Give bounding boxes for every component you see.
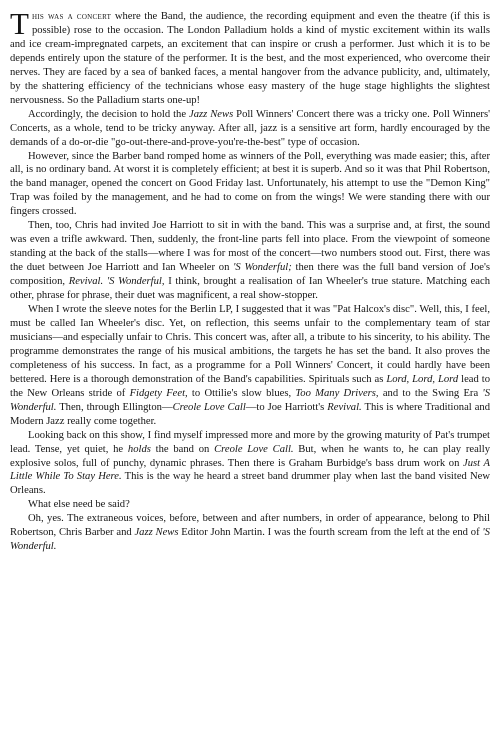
italic-title: 'S Wonderful.: [10, 387, 490, 413]
paragraph-looking-back: [10, 429, 490, 499]
paragraph-text: Then, too, Chris had invited Joe Harriott to sit in with the band. This was a surprise and, at first, the sound was even a trifle awkward. Then, suddenly, the front-line parts fell into place. From the viewpoint of someone standing at the back of the stalls—where I was for most of the concert—two numbers stood out. First, there was the duet between Joe Harriott and Ian Wheeler on: [10, 220, 490, 274]
paragraph-text: Editor John Martin. I was the fourth scream from the left at the end of: [178, 527, 483, 539]
italic-title: Lord, Lord, Lord: [386, 373, 459, 385]
paragraph-text: Accordingly, the decision to hold the: [28, 108, 190, 120]
italic-title: Revival. 'S Wonderful,: [68, 276, 165, 288]
paragraph-text: lead to the New Orleans stride of: [10, 373, 490, 399]
paragraph-text: and to the Swing Era: [378, 387, 483, 399]
italic-title: Jazz News: [189, 108, 234, 120]
paragraph-barber-band: However, since the Barber band romped home as winners of the Poll, everything was made easier; this, after all, is no ordinary band. At worst it is completely efficient; at best it is superb. And so it was that Phil Robertson, the band manager, opened the concert on Good Friday last. Unfortunately, his attempt to use the "Demon King" Trap was foiled by the management, and he had to come on from the wings! We were standing there with our fingers crossed.: [10, 150, 490, 218]
italic-title: Fidgety Feet,: [129, 387, 188, 399]
italic-title: Creole Love Call: [172, 401, 246, 413]
drop-cap: T: [10, 6, 29, 41]
paragraph-text: —to Joe Harriott's: [245, 401, 328, 413]
paragraph-text: the band on: [150, 443, 215, 455]
paragraph-text: Oh, yes. The extraneous voices, before, between and after numbers, in order of appearance, belong to Phil Robertson, Chris Barber and: [10, 513, 490, 539]
paragraph-text: where the Band, the audience, the recording equipment and even the theatre (if this is possible) rose to the occasion. The London Palladium holds a kind of mystic excitement within its walls and ice cream-impregnated carpets, an excitement that can inspire or crush a performer. Just which it is to be depends entirely upon the stature of the performer. It is the best, and the most experienced, who overcome their nerves. They are faced by a sea of banked faces, a mental hangover from the advance publicity, and, ultimately, by the shattering efficiency of the technicians whose easy mastery of the huge stage highlights the slightest nervousness. So the Palladium starts one-up!: [10, 11, 490, 106]
paragraph-text: to Ottilie's slow blues,: [187, 387, 296, 399]
paragraph-text: Poll Winners' Concert there was a tricky one. Poll Winners' Concerts, as a whole, tend to be tricky anyway. After all, jazz is a sensitive art form, hardly encouraged by the demands of a do-or-die "go-out-there-and-prove-you're-the-best" type of occasion.: [10, 108, 490, 148]
paragraph-text: I think, brought a realisation of Ian Wheeler's true stature. Matching each other, phrase for phrase, their duet was magnificent, a real show-stopper.: [10, 276, 490, 302]
paragraph-text: then there was the full band version of Joe's composition,: [10, 262, 490, 288]
italic-title: 'S Wonderful;: [233, 262, 292, 274]
paragraph-sleeve-notes: [10, 303, 490, 429]
paragraph-text: Then, through Ellington—: [56, 401, 173, 413]
italic-title: Creole Love Call.: [214, 443, 294, 455]
italic-title: Jazz News: [134, 527, 179, 539]
italic-title: Revival.: [327, 401, 362, 413]
paragraph-question: What else need be said?: [28, 499, 130, 511]
paragraph-intro: [10, 6, 490, 108]
italic-title: Just A Little While To Stay Here.: [10, 457, 490, 483]
paragraph-text: Looking back on this show, I find myself impressed more and more by the growing maturity of Pat's trumpet lead. Tense, yet quiet, he: [10, 429, 490, 455]
paragraph-text: When I wrote the sleeve notes for the Berlin LP, I suggested that it was "Pat Halcox's disc". Well, this, I feel, must be called Ian Wheeler's disc. Yet, on reflection, this seems unfair to the complementary team of star musicians—and especially unfair to Chris. This concert was, after all, a tribute to his sincerity, to his ability. The programme demonstrates the range of his musical ambitions, the targets he has set the band. It also proves the completeness of his success. In fact, as a programme for a Poll Winners' Concert, it could hardly have been bettered. Here is a thorough demonstration of the Band's capabilities. Spirituals such as: [10, 304, 490, 385]
italic-title: 'S Wonderful.: [10, 527, 490, 553]
paragraph-text: This is the way he heard a street band drummer play when last the band visited New Orleans.: [10, 471, 490, 497]
italic-emphasis: holds: [127, 443, 151, 455]
paragraph-text: But, when he wants to, he can play really explosive solos, full of punchy, dynamic phrases. Then there is Graham Burbidge's bass drum work on: [10, 443, 490, 469]
paragraph-harriott: [10, 219, 490, 303]
lead-in-small-caps: his was a concert: [31, 11, 112, 22]
paragraph-text: This is where Traditional and Modern Jazz really come together.: [10, 401, 490, 427]
italic-title: Too Many Drivers,: [295, 387, 379, 399]
paragraph-decision: [10, 108, 490, 150]
paragraph-closing: [10, 512, 490, 554]
